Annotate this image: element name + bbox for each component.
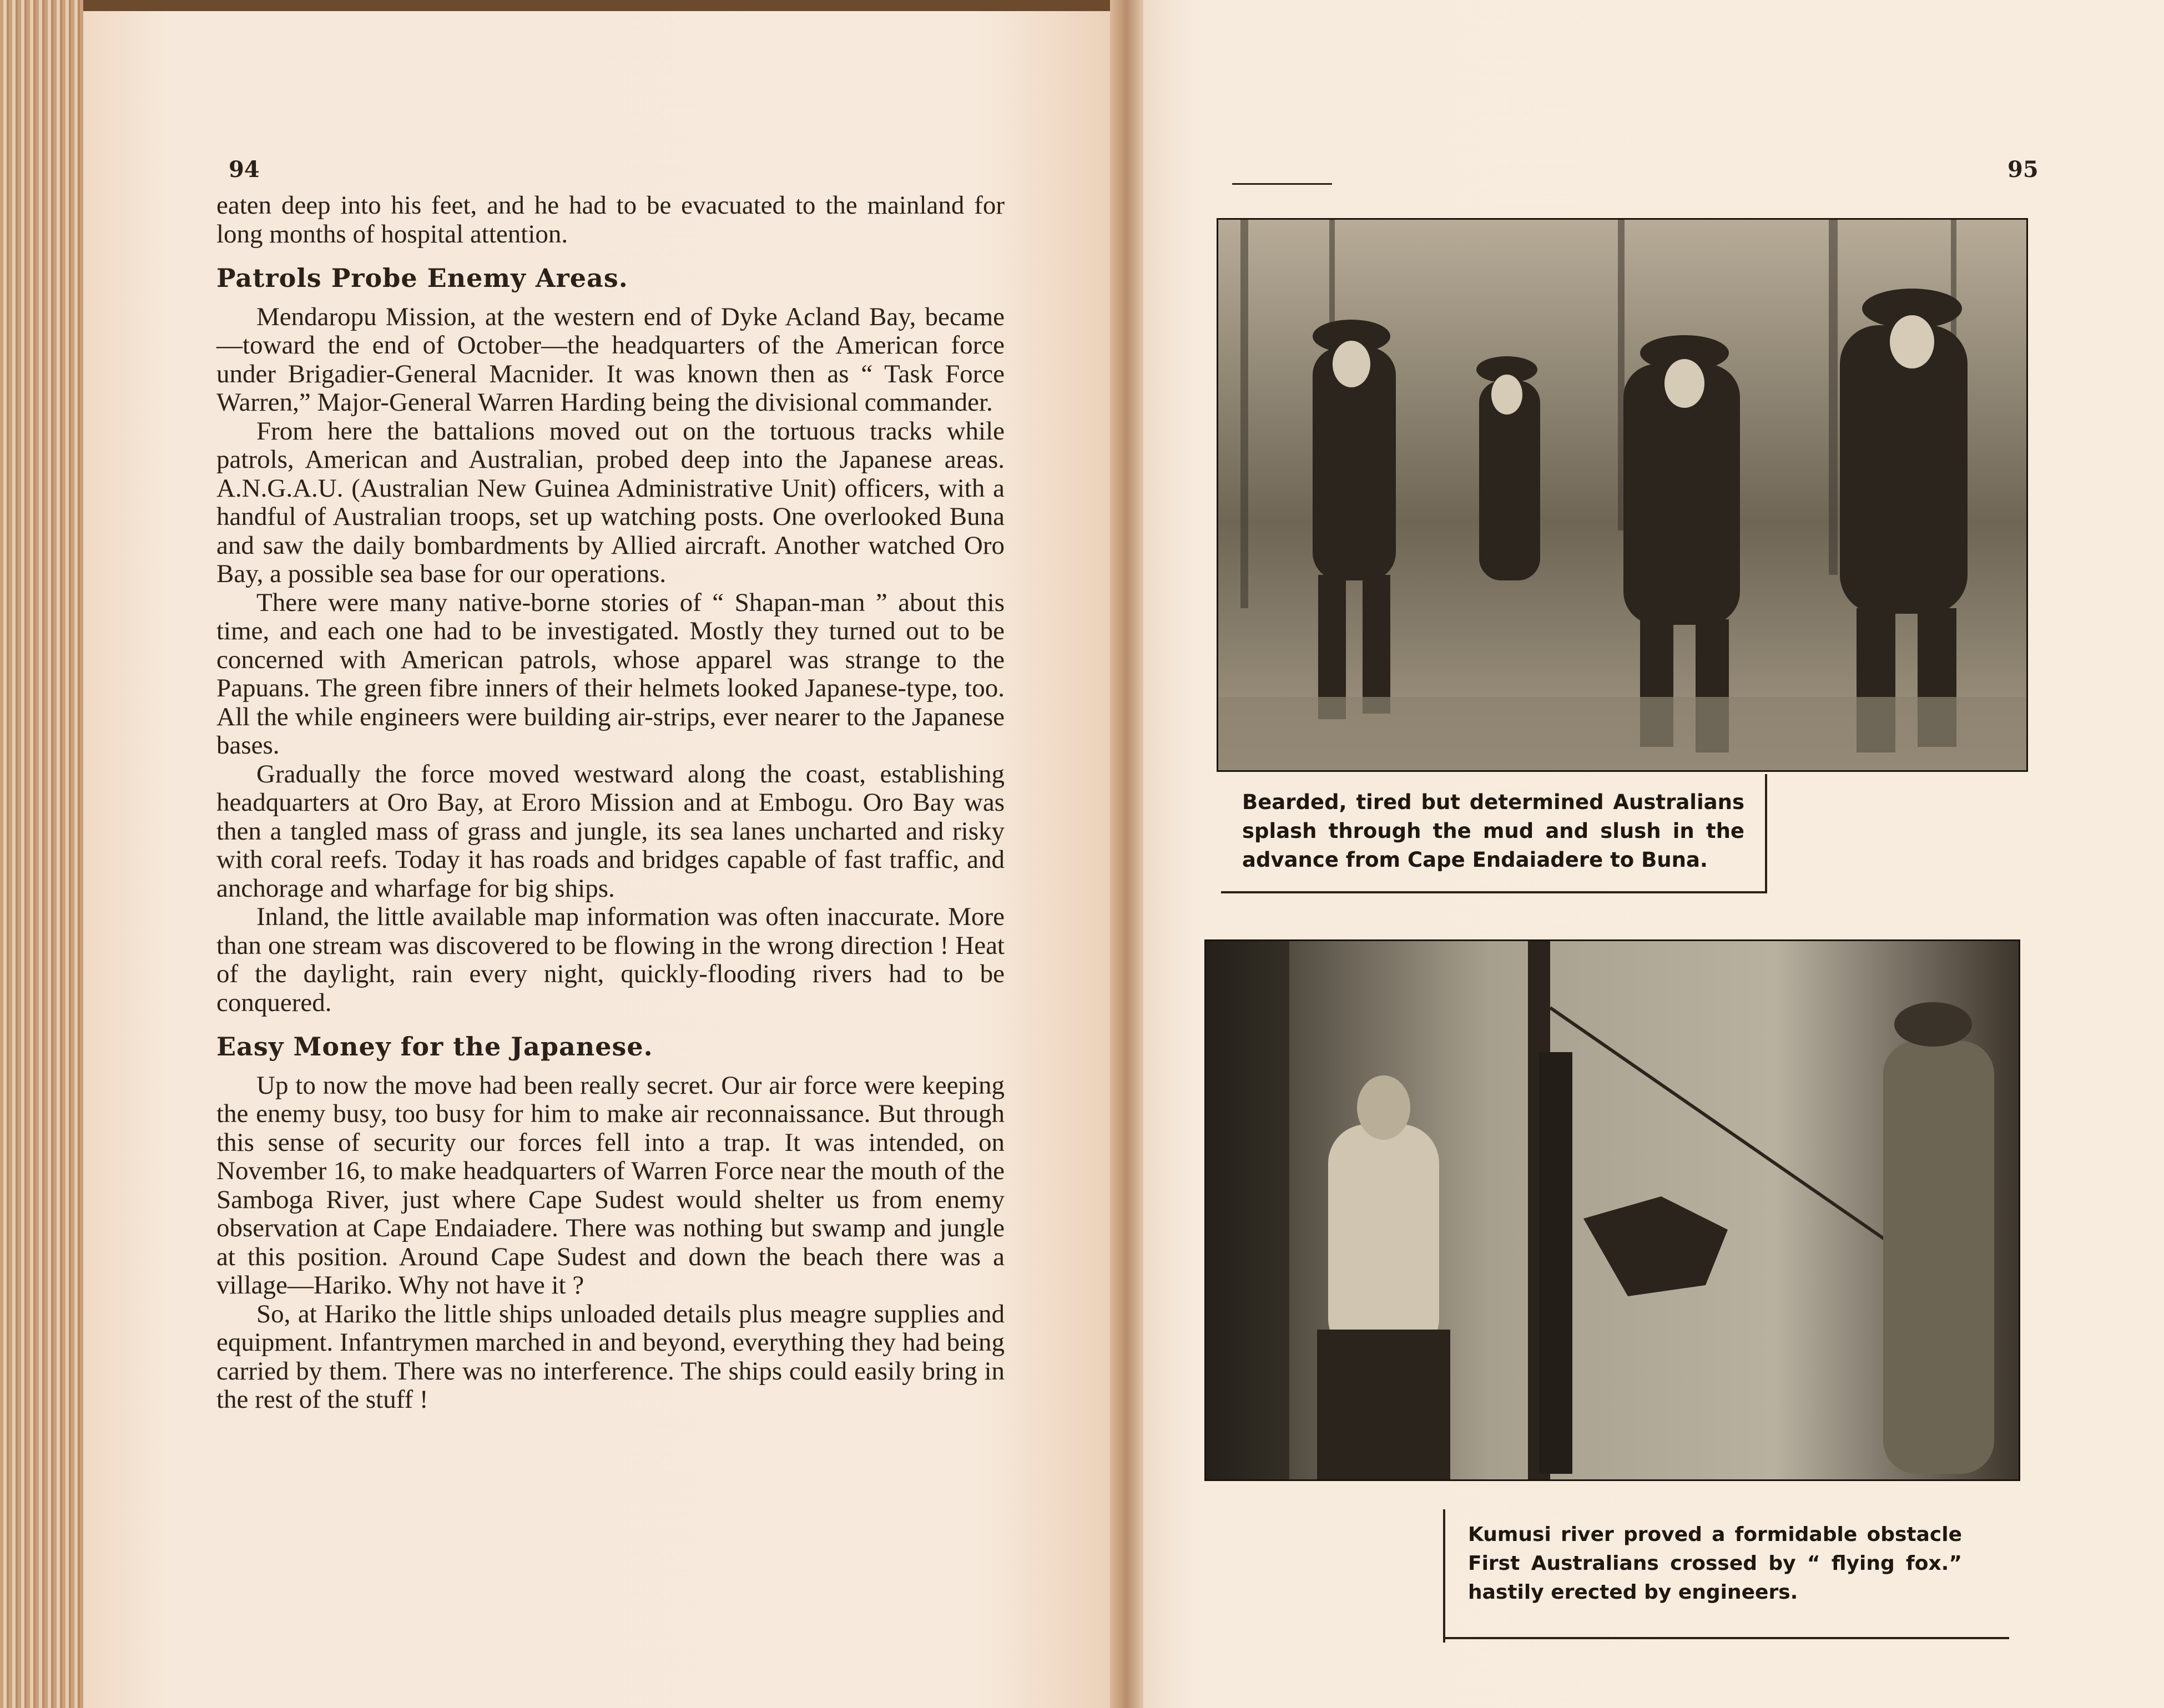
caption2-underline [1443,1637,2009,1639]
header-rule [1232,183,1332,185]
section-heading: Patrols Probe Enemy Areas. [216,263,628,293]
photo2-caption: Kumusi river proved a formidable obstacle First Australians crossed by “ flying fox.” hastily erected by engineers. [1468,1523,1962,1604]
photo-soldiers-mud [1217,218,2028,772]
photo1-caption: Bearded, tired but determined Australians splash through the mud and slush in the advance from Cape Endaiadere to Buna. [1242,790,1744,872]
caption1-underline [1221,891,1767,893]
paragraph: Gradually the force moved westward along the coast, establishing headquarters at Oro Bay, at Eroro Mission and at Embogu. Oro Bay was then a tangled mass of grass and jungle, its sea lanes uncharted and risky with coral reefs. Today it has roads and bridges capable of fast traffic, and anchorage and wharfage for big ships. [216,759,1005,903]
photo-flying-fox [1204,939,2020,1481]
paragraph: There were many native-borne stories of “ Shapan-man ” about this time, and each one had to be investigated. Mostly they turned out to be concerned with American patrols, whose apparel was strange to the Papuans. The green fibre inners of their helmets looked Japanese-type, too. All the while engineers were building air-strips, ever nearer to the Japanese bases. [216,588,1005,760]
paragraph: Mendaropu Mission, at the western end of Dyke Acland Bay, became—toward the end of October—the headquarters of the American force under Brigadier-General Macnider. It was known then as “ Task Force Warren,” Major-General Warren Harding being the divisional commander. [216,302,1005,417]
right-page-number: 95 [2007,156,2039,183]
paragraph: Up to now the move had been really secret. Our air force were keeping the enemy busy, too busy for him to make air reconnaissance. But through this sense of security our forces fell into a trap. It was intended, on November 16, to make headquarters of Warren Force near the mouth of the Samboga River, just where Cape Sudest would shelter us from enemy observation at Cape Endaiadere. There was nothing but swamp and jungle at this position. Around Cape Sudest and down the beach there was a village—Hariko. Why not have it ? [216,1070,1005,1300]
book-gutter [1110,0,1143,1708]
caption2-vertical-rule [1443,1509,1445,1643]
left-page-number: 94 [229,156,260,183]
soldiers-illustration [1218,220,2026,770]
paragraph: From here the battalions moved out on the tortuous tracks while patrols, American and Australian, probed deep into the Japanese areas. A.N.G.A.U. (Australian New Guinea Administrative Unit) officers, with a handful of Australian troops, set up watching posts. One overlooked Buna and saw the daily bombardments by Allied aircraft. Another watched Oro Bay, a possible sea base for our operations. [216,416,1005,588]
left-page-body [216,191,1005,1414]
caption1-vertical-rule [1765,774,1767,893]
paragraph: eaten deep into his feet, and he had to be evacuated to the mainland for long months of hospital attention. [216,191,1005,249]
river-crossing-illustration [1206,941,2019,1479]
section-heading: Easy Money for the Japanese. [216,1032,653,1062]
page-edges [0,0,83,1708]
paragraph: Inland, the little available map information was often inaccurate. More than one stream was discovered to be flowing in the wrong direction ! Heat of the daylight, rain every night, quickly-flooding rivers had to be conquered. [216,902,1005,1017]
paragraph: So, at Hariko the little ships unloaded details plus meagre supplies and equipment. Infantrymen marched in and beyond, everything they had being carried by them. There was no interference. The ships could easily bring in the rest of the stuff ! [216,1299,1005,1414]
